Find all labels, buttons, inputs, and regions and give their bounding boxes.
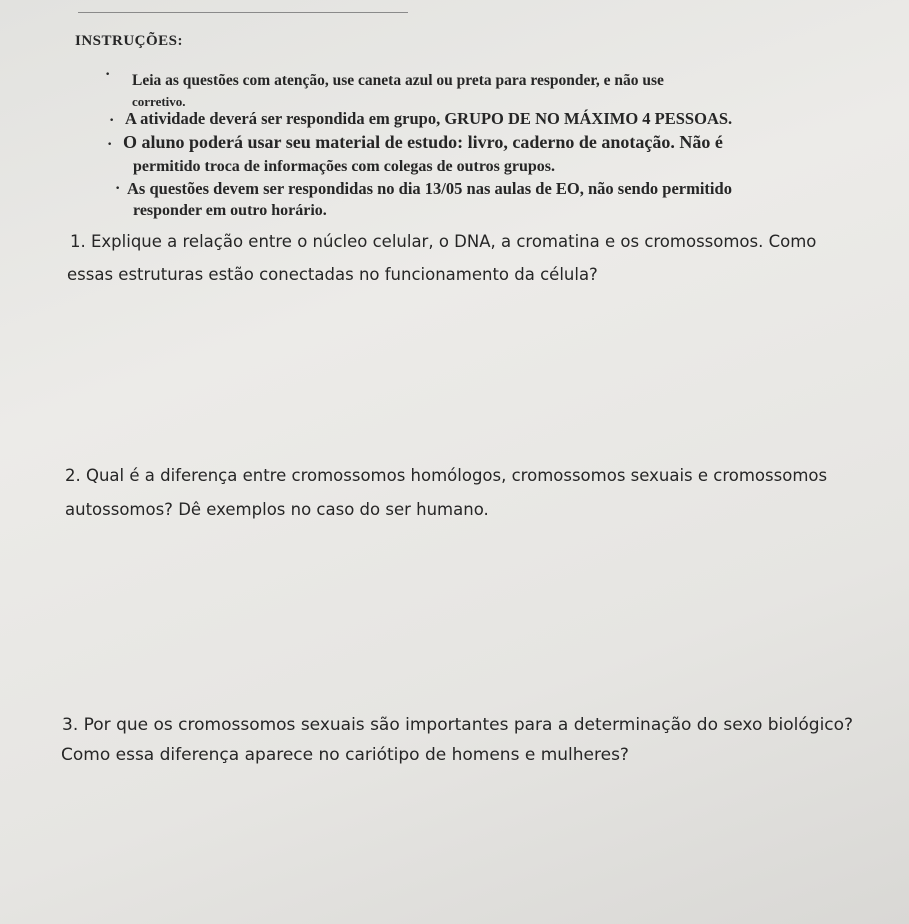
top-rule bbox=[78, 12, 408, 13]
question-1-line-2: essas estruturas estão conectadas no funcionamento da célula? bbox=[67, 265, 598, 284]
instruction-3-line-1: O aluno poderá usar seu material de estudo: livro, caderno de anotação. Não é bbox=[123, 132, 723, 152]
instruction-4-line-2: responder em outro horário. bbox=[133, 202, 327, 219]
question-3-line-1: 3. Por que os cromossomos sexuais são importantes para a determinação do sexo biológico? bbox=[62, 715, 854, 735]
question-2-line-1: 2. Qual é a diferença entre cromossomos homólogos, cromossomos sexuais e cromossomos bbox=[65, 466, 828, 485]
question-3-line-2: Como essa diferença aparece no cariótipo de homens e mulheres? bbox=[61, 745, 629, 765]
question-2-line-2: autossomos? Dê exemplos no caso do ser humano. bbox=[65, 500, 489, 519]
instruction-1-line-2: corretivo. bbox=[132, 94, 186, 109]
instruction-4-line-1: As questões devem ser respondidas no dia 13/05 nas aulas de EO, não sendo permitido bbox=[127, 179, 732, 198]
bullet-3: · bbox=[107, 136, 113, 153]
bullet-2: · bbox=[109, 112, 115, 129]
instruction-3-line-2: permitido troca de informações com colegas de outros grupos. bbox=[133, 158, 556, 175]
instruction-1-line-1: Leia as questões com atenção, use caneta azul ou preta para responder, e não use bbox=[132, 72, 664, 89]
question-1-line-1: 1. Explique a relação entre o núcleo celular, o DNA, a cromatina e os cromossomos. Como bbox=[70, 232, 817, 251]
instruction-2-line-1: A atividade deverá ser respondida em grupo, GRUPO DE NO MÁXIMO 4 PESSOAS. bbox=[125, 109, 733, 128]
bullet-4: · bbox=[115, 180, 121, 197]
instructions-heading: INSTRUÇÕES: bbox=[75, 33, 184, 49]
bullet-1: · bbox=[105, 66, 111, 83]
